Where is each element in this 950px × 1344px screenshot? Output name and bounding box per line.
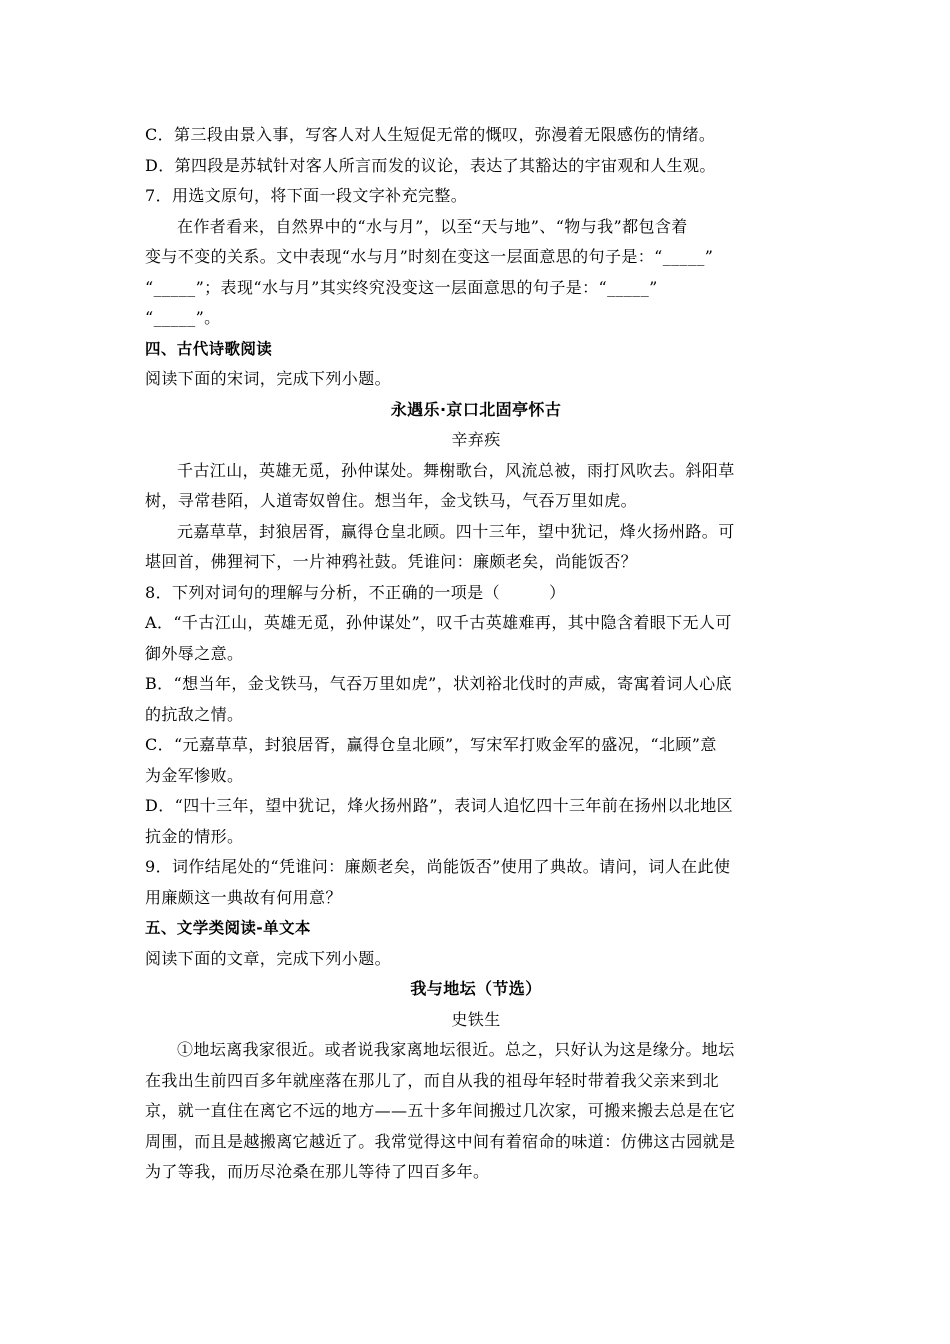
- q8-option-b-cont: 的抗敌之情。: [145, 704, 244, 724]
- essay-line: 京，就一直住在离它不远的地方——五十多年间搬过几次家，可搬来搬去总是在它: [145, 1101, 736, 1120]
- q8-option-d: D．“四十三年，望中犹记，烽火扬州路”，表词人追忆四十三年前在扬州以北地区: [145, 796, 733, 815]
- q7-stem: 7．用选文原句，将下面一段文字补充完整。: [145, 186, 468, 205]
- q8-option-b: B．“想当年，金戈铁马，气吞万里如虎”，状刘裕北伐时的声威，寄寓着词人心底: [145, 674, 732, 693]
- q9-stem-cont: 用廉颇这一典故有何用意？: [145, 887, 342, 907]
- section-instruction: 阅读下面的文章，完成下列小题。: [145, 948, 392, 968]
- poem-line: 堪回首，佛狸祠下，一片神鸦社鼓。凭谁问：廉颇老矣，尚能饭否？: [145, 552, 638, 571]
- poem-author: 辛弃疾: [451, 430, 501, 449]
- q8-option-a: A．“千古江山，英雄无觅，孙仲谋处”，叹千古英雄难再，其中隐含着眼下无人可: [145, 613, 732, 632]
- q7-body-line: 在作者看来，自然界中的“水与月”，以至“天与地”、“物与我”都包含着: [177, 216, 688, 236]
- q8-option-d-cont: 抗金的情形。: [145, 826, 244, 846]
- q7-body-line: “_____”。: [145, 308, 221, 327]
- q8-stem: 8．下列对词句的理解与分析，不正确的一项是（ ）: [145, 582, 566, 602]
- q7-body-line: “_____”；表现“水与月”其实终究没变这一层面意思的句子是：“_____”: [145, 277, 658, 297]
- q9-stem: 9．词作结尾处的“凭谁问：廉颇老矣，尚能饭否”使用了典故。请问，词人在此使: [145, 857, 731, 876]
- essay-line: 在我出生前四百多年就座落在那儿了，而自从我的祖母年轻时带着我父亲来到北: [145, 1070, 720, 1090]
- section-heading-literature: 五、文学类阅读-单文本: [145, 919, 311, 937]
- q8-option-c-cont: 为金军惨败。: [145, 765, 244, 785]
- poem-title: 永遇乐·京口北固亭怀古: [390, 399, 562, 419]
- essay-line: 周围，而且是越搬离它越近了。我常觉得这中间有着宿命的味道：仿佛这古园就是: [145, 1131, 736, 1151]
- document-page: [145, 120, 807, 1188]
- section-heading-poetry: 四、古代诗歌阅读: [145, 339, 273, 358]
- poem-line: 千古江山，英雄无觅，孙仲谋处。舞榭歌台，风流总被，雨打风吹去。斜阳草: [177, 460, 735, 480]
- q8-option-a-cont: 御外辱之意。: [145, 643, 244, 663]
- section-instruction: 阅读下面的宋词，完成下列小题。: [145, 369, 392, 388]
- essay-author: 史铁生: [451, 1009, 501, 1029]
- q8-option-c: C．“元嘉草草，封狼居胥，赢得仓皇北顾”，写宋军打败金军的盛况，“北顾”意: [145, 735, 717, 754]
- q6-option-c: C．第三段由景入事，写客人对人生短促无常的慨叹，弥漫着无限感伤的情绪。: [145, 125, 716, 144]
- essay-line: 为了等我，而历尽沧桑在那儿等待了四百多年。: [145, 1162, 490, 1181]
- essay-line: ①地坛离我家很近。或者说我家离地坛很近。总之，只好认为这是缘分。地坛: [177, 1040, 735, 1059]
- q6-option-d: D．第四段是苏轼针对客人所言而发的议论，表达了其豁达的宇宙观和人生观。: [145, 155, 716, 175]
- q7-body-line: 变与不变的关系。文中表现“水与月”时刻在变这一层面意思的句子是：“_____”: [145, 247, 714, 266]
- poem-line: 元嘉草草，封狼居胥，赢得仓皇北顾。四十三年，望中犹记，烽火扬州路。可: [177, 521, 735, 541]
- essay-title: 我与地坛（节选）: [410, 979, 542, 998]
- poem-line: 树，寻常巷陌，人道寄奴曾住。想当年，金戈铁马，气吞万里如虎。: [145, 491, 638, 510]
